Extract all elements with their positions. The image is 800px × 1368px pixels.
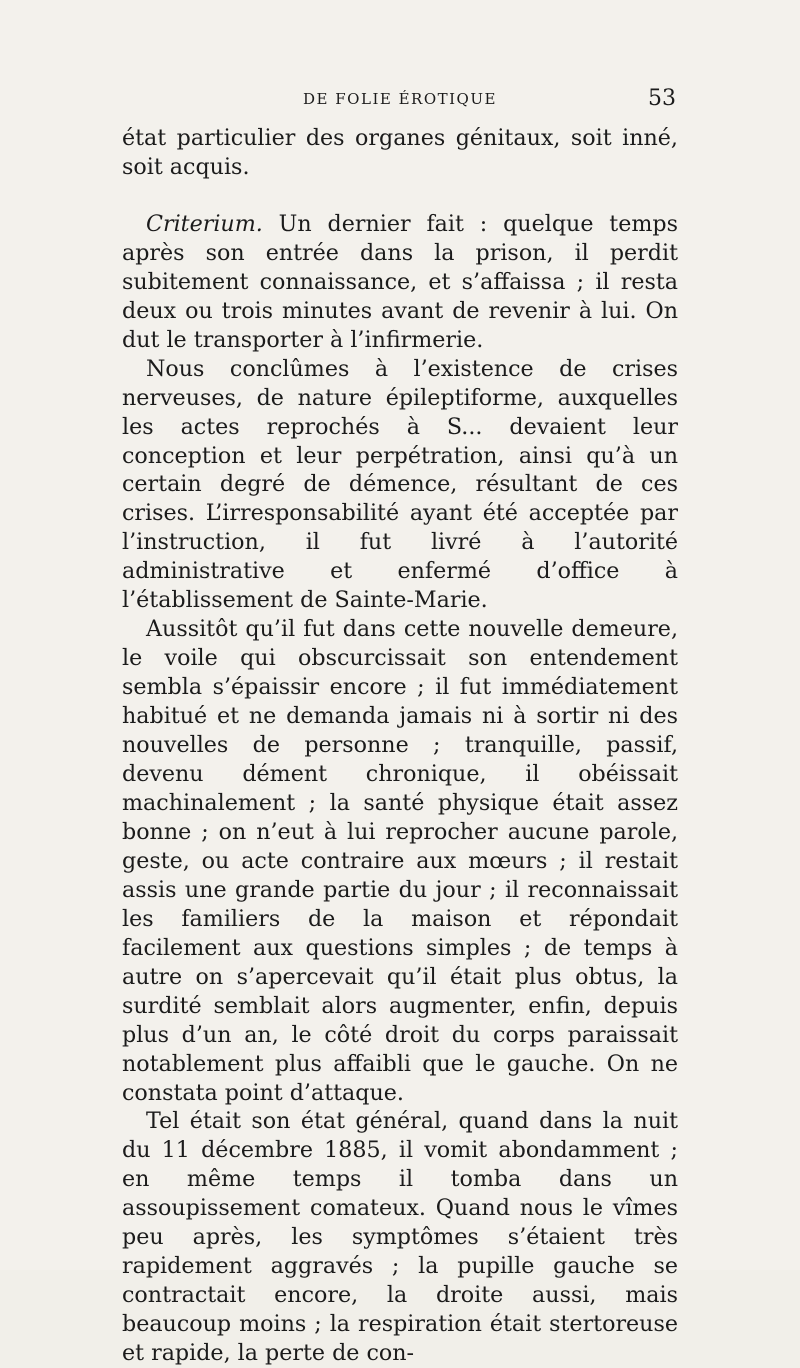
paragraph-gap <box>122 182 678 210</box>
body-text <box>122 124 678 1368</box>
paragraph-2 <box>122 210 678 355</box>
paragraph-5: Tel était son état général, quand dans la nuit du 11 décembre 1885, il vomit abondamment ; en même temps il tomba dans un assoupissement comateux. Quand nous le vîmes peu après, les symptômes s’étaient très rapidement aggravés ; la pupille gauche se contractait encore, la droite aussi, mais beaucoup moins ; la respiration était stertoreuse et rapide, la perte de con- <box>122 1108 678 1367</box>
page-number: 53 <box>648 86 676 111</box>
paragraph-2-text: Un dernier fait : quelque temps après son entrée dans la prison, il perdit subitement connaissance, et s’affaissa ; il resta deux ou trois minutes avant de revenir à lui. On dut le transporter à l’infirmerie. <box>122 210 678 353</box>
running-title: DE FOLIE ÉROTIQUE <box>303 90 497 108</box>
criterium-heading: Criterium. <box>146 210 263 237</box>
paragraph-4: Aussitôt qu’il fut dans cette nouvelle demeure, le voile qui obscurcissait son entendement sembla s’épaissir encore ; il fut immédiatement habitué et ne demanda jamais ni à sortir ni des nouvelles de personne ; tranquille, passif, devenu dément chronique, il obéissait machinalement ; la santé physique était assez bonne ; on n’eut à lui reprocher aucune parole, geste, ou acte contraire aux mœurs ; il restait assis une grande partie du jour ; il reconnaissait les familiers de la maison et répondait facilement aux questions simples ; de temps à autre on s’apercevait qu’il était plus obtus, la surdité semblait alors augmenter, enfin, depuis plus d’un an, le côté droit du corps paraissait notablement plus affaibli que le gauche. On ne constata point d’attaque. <box>122 616 678 1106</box>
paragraph-1: état particulier des organes génitaux, soit inné, soit acquis. <box>122 125 678 180</box>
page-header <box>122 86 678 116</box>
paragraph-3: Nous conclûmes à l’existence de crises nerveuses, de nature épileptiforme, auxquelles les actes reprochés à S... devaient leur conception et leur perpétration, ainsi qu’à un certain degré de démence, résultant de ces crises. L’irresponsabilité ayant été acceptée par l’instruction, il fut livré à l’autorité administrative et enfermé d’office à l’établissement de Sainte-Marie. <box>122 355 678 614</box>
